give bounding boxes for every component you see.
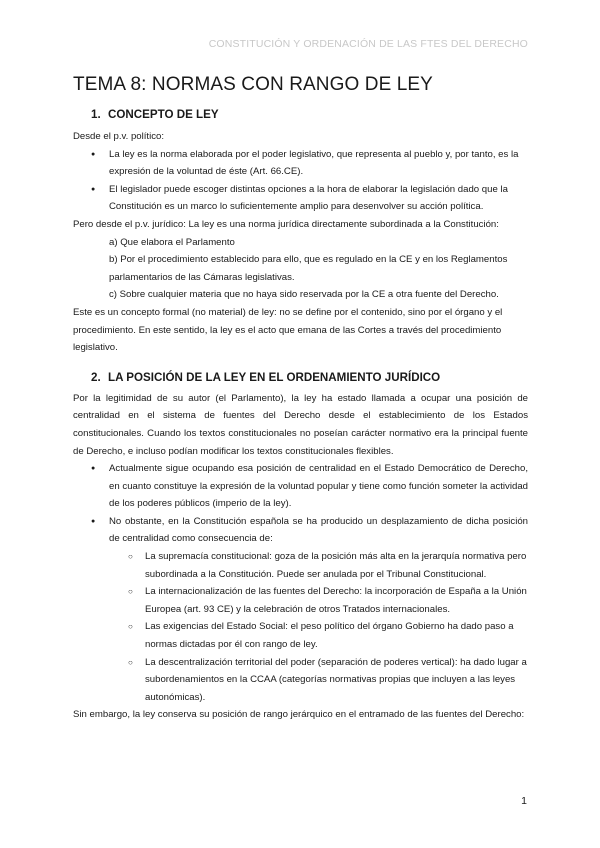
paragraph: Desde el p.v. político:	[73, 131, 165, 142]
page-number: 1	[521, 795, 527, 807]
list-item: ● La ley es la norma elaborada por el poder legislativo, que representa al pueblo y, por tanto, es la expresión de la voluntad de éste (Art. 66.CE).	[73, 146, 528, 181]
list-item: c) Sobre cualquier materia que no haya sido reservada por la CE a otra fuente del Derecho.	[109, 289, 499, 301]
section-number: 2.	[91, 370, 101, 384]
page-title: TEMA 8: NORMAS CON RANGO DE LEY	[73, 74, 433, 95]
list-item: ○ La descentralización territorial del poder (separación de poderes vertical): ha dado lugar a subordenamientos en la CCAA (categorías normativas propias que incluyen a las leyes autonómicas).	[73, 654, 528, 707]
list-item: ○ La internacionalización de las fuentes del Derecho: la incorporación de España a la Unión Europea (art. 93 CE) y la celebración de otros Tratados internacionales.	[73, 583, 528, 618]
running-header: CONSTITUCIÓN Y ORDENACIÓN DE LAS FTES DEL DERECHO	[208, 38, 528, 50]
section-heading-text: LA POSICIÓN DE LA LEY EN EL ORDENAMIENTO JURÍDICO	[108, 370, 441, 384]
list-item: ● No obstante, en la Constitución española se ha producido un desplazamiento de dicha posición de centralidad como consecuencia de:	[73, 513, 528, 548]
paragraph: Por la legitimidad de su autor (el Parlamento), la ley ha estado llamada a ocupar una posición de centralidad en el sistema de fuentes del Derecho desde el establecimiento de los Estados constitucionales. Cuando los textos constitucionales no poseían carácter normativo era la principal fuente de Derecho, e incluso podían modificar los textos constitucionales flexibles.	[73, 392, 528, 457]
sub-bullet-list	[73, 548, 528, 706]
document-body	[73, 72, 528, 724]
list-item: b) Por el procedimiento establecido para ello, que es regulado en la CE y en los Reglamentos parlamentarios de las Cámaras legislativas.	[109, 254, 508, 283]
section-heading-2	[73, 369, 528, 387]
list-item: ○ Las exigencias del Estado Social: el peso político del órgano Gobierno ha dado paso a normas dictadas por él con rango de ley.	[73, 618, 528, 653]
bullet-list	[73, 146, 528, 216]
paragraph: Sin embargo, la ley conserva su posición de rango jerárquico en el entramado de las fuentes del Derecho:	[73, 709, 525, 721]
paragraph: Este es un concepto formal (no material) de ley: no se define por el contenido, sino por el órgano y el procedimiento. En este sentido, la ley es el acto que emana de las Cortes a través del procedimiento legislativo.	[73, 306, 503, 354]
section-heading-1	[73, 106, 528, 124]
paragraph: Pero desde el p.v. jurídico: La ley es una norma jurídica directamente subordinada a la Constitución:	[73, 218, 499, 230]
list-item: a) Que elabora el Parlamento	[109, 236, 235, 248]
list-item: ○ La supremacía constitucional: goza de la posición más alta en la jerarquía normativa pero subordinada a la Constitución. Puede ser anulada por el Tribunal Constitucional.	[73, 548, 528, 583]
section-heading-text: CONCEPTO DE LEY	[108, 108, 219, 121]
bullet-list	[73, 460, 528, 548]
list-item: ● El legislador puede escoger distintas opciones a la hora de elaborar la legislación dado que la Constitución es un marco lo suficientemente amplio para desenvolver su acción política.	[73, 181, 528, 216]
section-number: 1.	[91, 108, 101, 121]
list-item: ● Actualmente sigue ocupando esa posición de centralidad en el Estado Democrático de Derecho, en cuanto constituye la expresión de la voluntad popular y tiene como función someter la actividad de los poderes públicos (imperio de la ley).	[73, 460, 528, 513]
